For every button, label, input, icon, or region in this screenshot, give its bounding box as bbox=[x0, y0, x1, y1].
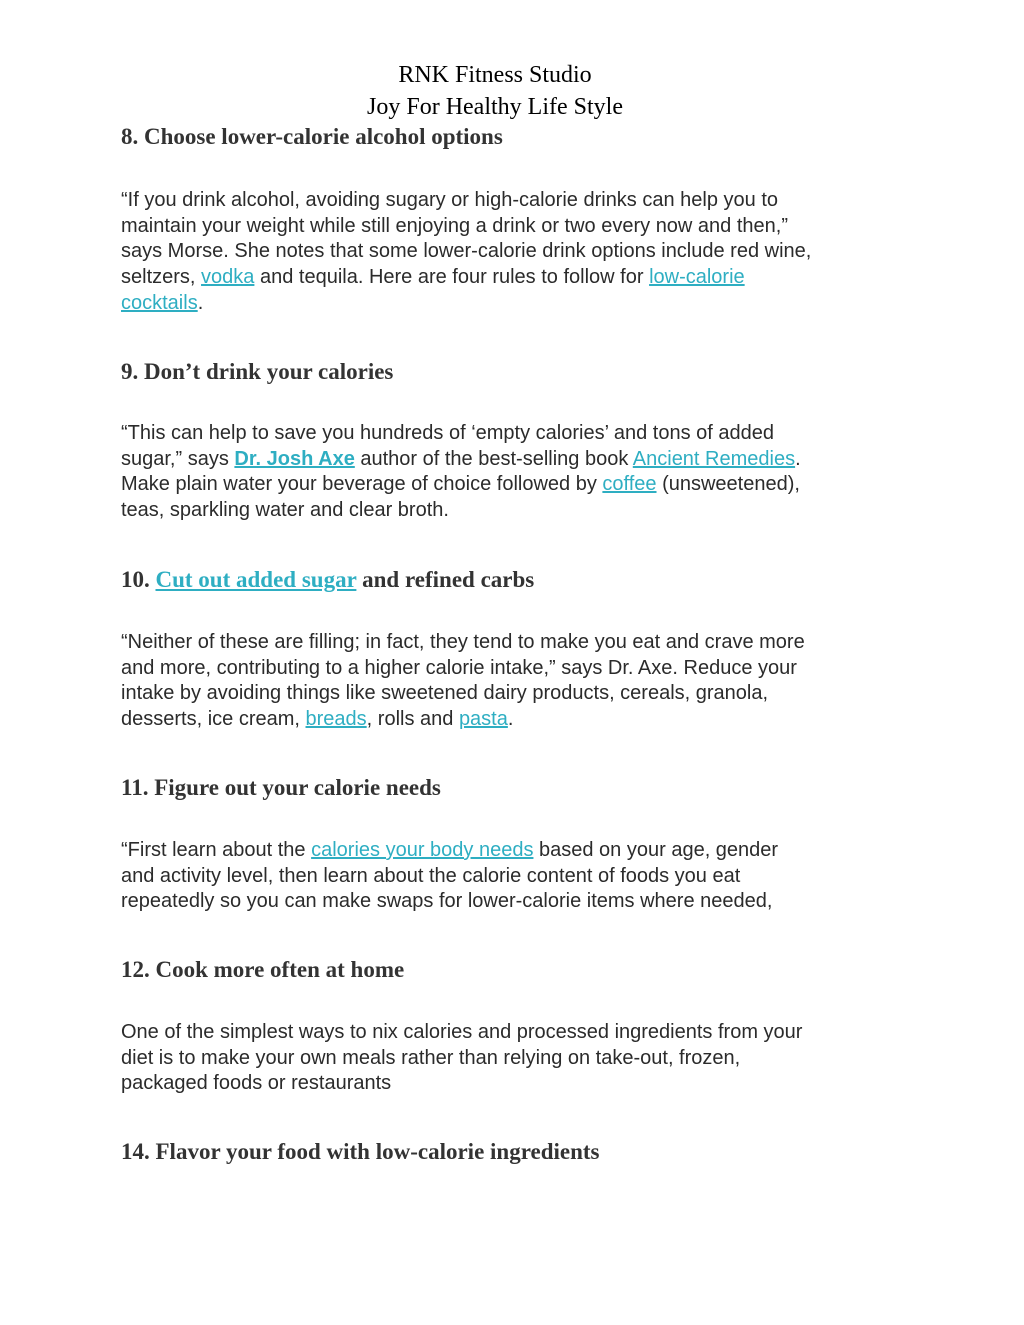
section-14-heading: 14. Flavor your food with low-calorie ingredients bbox=[121, 1139, 600, 1164]
studio-tagline: Joy For Healthy Life Style bbox=[367, 94, 623, 120]
breads-link[interactable]: breads bbox=[305, 708, 367, 731]
paragraph-line: repeatedly so you can make swaps for lower-calorie items where needed, bbox=[121, 890, 773, 913]
text-span: Make plain water your beverage of choice followed by bbox=[121, 473, 603, 496]
pasta-link[interactable]: pasta bbox=[458, 708, 508, 731]
vodka-link[interactable]: vodka bbox=[201, 266, 255, 289]
paragraph-line bbox=[121, 838, 911, 864]
paragraph-line: says Morse. She notes that some lower-calorie drink options include red wine, bbox=[121, 240, 812, 263]
text-span: sugar,” says bbox=[121, 447, 235, 470]
paragraph-line: “Neither of these are filling; in fact, they tend to make you eat and crave more bbox=[121, 631, 805, 653]
text-span: desserts, ice cream, bbox=[121, 708, 306, 731]
text-span: and tequila. Here are four rules to follow for bbox=[254, 266, 650, 289]
section-12-heading: 12. Cook more often at home bbox=[121, 957, 405, 982]
paragraph-line: “If you drink alcohol, avoiding sugary or high-calorie drinks can help you to bbox=[121, 189, 779, 211]
text-span: , rolls and bbox=[366, 708, 459, 731]
text-span: based on your age, gender bbox=[533, 839, 779, 861]
low-calorie-link[interactable]: low-calorie bbox=[649, 266, 745, 289]
calories-your-body-needs-link[interactable]: calories your body needs bbox=[311, 839, 534, 861]
dr-josh-axe-link[interactable]: Dr. Josh Axe bbox=[234, 447, 355, 470]
paragraph-line bbox=[121, 291, 911, 317]
paragraph-line: and activity level, then learn about the calorie content of foods you eat bbox=[121, 864, 741, 887]
section-10-paragraph bbox=[121, 630, 911, 733]
paragraph-line: intake by avoiding things like sweetened dairy products, cereals, granola, bbox=[121, 682, 769, 705]
cut-out-added-sugar-link[interactable]: Cut out added sugar bbox=[155, 567, 357, 592]
paragraph-line: “This can help to save you hundreds of ‘empty calories’ and tons of added bbox=[121, 422, 774, 444]
text-span: seltzers, bbox=[121, 266, 202, 289]
studio-name: RNK Fitness Studio bbox=[398, 62, 592, 88]
paragraph-line bbox=[121, 472, 911, 498]
section-12-paragraph bbox=[121, 1020, 911, 1097]
section-11-paragraph bbox=[121, 838, 911, 915]
text-span: . bbox=[197, 291, 204, 314]
paragraph-line bbox=[121, 707, 911, 733]
section-8-heading: 8. Choose lower-calorie alcohol options bbox=[121, 124, 503, 149]
text-span: “First learn about the bbox=[121, 839, 312, 861]
ancient-remedies-link[interactable]: Ancient Remedies bbox=[632, 447, 796, 470]
text-span: . bbox=[795, 447, 801, 470]
paragraph-line bbox=[121, 447, 911, 473]
paragraph-line bbox=[121, 265, 911, 291]
text-span: . bbox=[507, 708, 514, 731]
paragraph-line: maintain your weight while still enjoying a drink or two every now and then,” bbox=[121, 214, 789, 237]
paragraph-line: One of the simplest ways to nix calories and processed ingredients from your bbox=[121, 1021, 803, 1043]
heading-prefix: 10. bbox=[121, 567, 156, 592]
section-11-heading: 11. Figure out your calorie needs bbox=[121, 775, 441, 800]
paragraph-line: teas, sparkling water and clear broth. bbox=[121, 499, 449, 522]
heading-suffix: and refined carbs bbox=[356, 567, 535, 592]
paragraph-line: diet is to make your own meals rather than relying on take-out, frozen, bbox=[121, 1046, 741, 1069]
section-9-heading: 9. Don’t drink your calories bbox=[121, 359, 394, 384]
cocktails-link[interactable]: cocktails bbox=[121, 291, 198, 314]
section-8-paragraph bbox=[121, 188, 911, 316]
text-span: (unsweetened), bbox=[656, 473, 800, 496]
text-span: author of the best-selling book bbox=[354, 447, 633, 470]
coffee-link[interactable]: coffee bbox=[602, 473, 657, 496]
section-9-paragraph bbox=[121, 421, 911, 524]
paragraph-line: packaged foods or restaurants bbox=[121, 1072, 392, 1095]
paragraph-line: and more, contributing to a higher calorie intake,” says Dr. Axe. Reduce your bbox=[121, 656, 797, 679]
section-10-heading bbox=[121, 568, 534, 591]
